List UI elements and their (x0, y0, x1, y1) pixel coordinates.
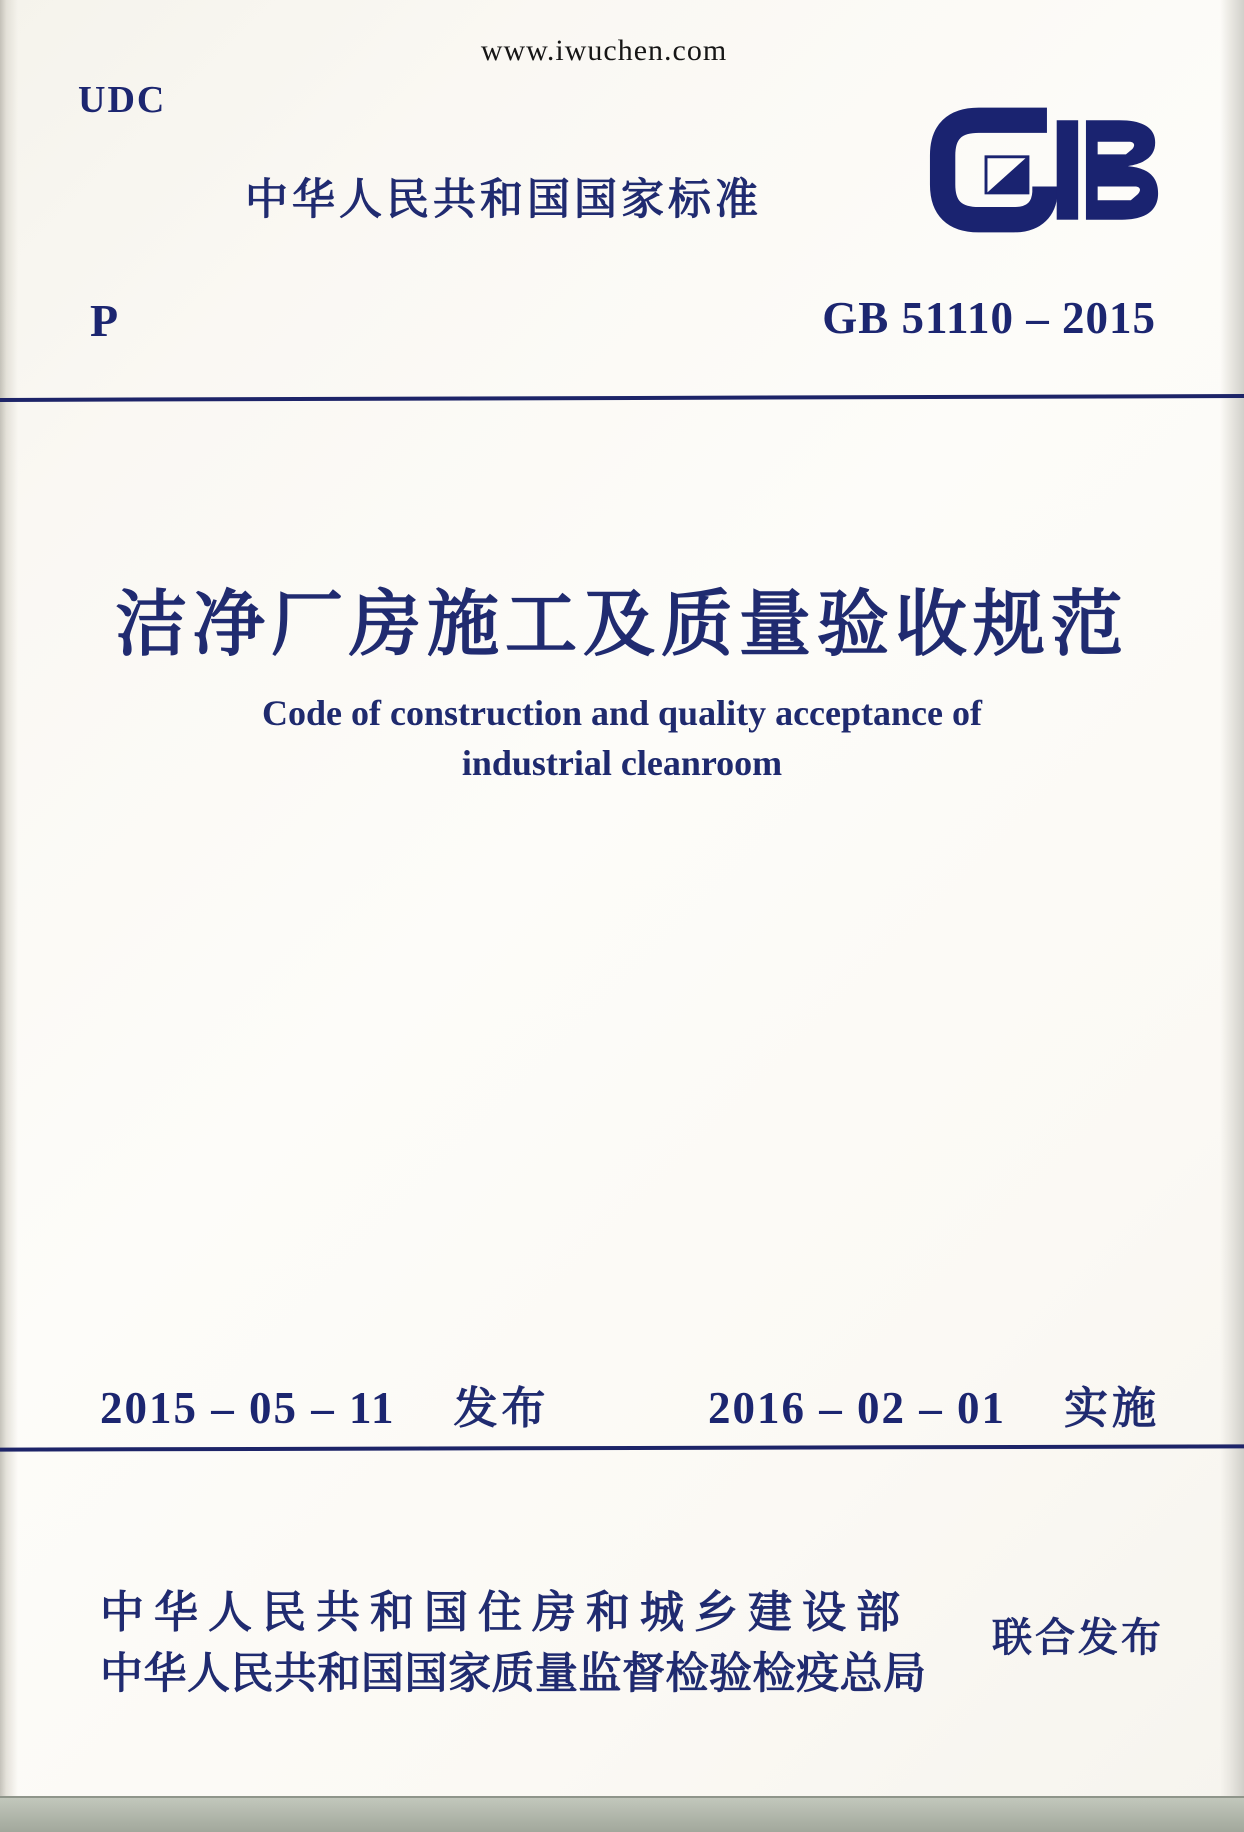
publisher-line1: 中华人民共和国住房和城乡建设部 (100, 1588, 910, 1637)
scan-edge-left (0, 0, 18, 1832)
scan-edge-bottom (0, 1796, 1244, 1832)
implement-date-group (708, 1372, 1160, 1436)
title-english-line1: Code of construction and quality acceptance of (262, 693, 982, 733)
issue-date: 2015 – 05 – 11 (100, 1383, 396, 1433)
publisher-line2: 中华人民共和国国家质量监督检验检疫总局 (100, 1650, 927, 1698)
divider-bottom (0, 1444, 1244, 1451)
scan-edge-right (1220, 0, 1244, 1832)
issue-label: 发布 (453, 1384, 550, 1433)
divider-top (0, 394, 1244, 402)
joint-publish-label: 联合发布 (992, 1616, 1164, 1660)
watermark-url: www.iwuchen.com (480, 34, 728, 67)
implement-label: 实施 (1064, 1384, 1160, 1433)
standard-code: GB 51110 – 2015 (822, 293, 1156, 343)
implement-date: 2016 – 02 – 01 (708, 1383, 1006, 1433)
title-english-line2: industrial cleanroom (461, 743, 783, 783)
gb-logo-icon (928, 104, 1162, 234)
udc-label: UDC (78, 79, 167, 121)
title-chinese: 洁净厂房施工及质量验收规范 (114, 581, 1129, 666)
issue-date-group (100, 1372, 550, 1436)
standard-name-cn: 中华人民共和国国家标准 (245, 176, 762, 224)
classification-letter: P (90, 295, 119, 346)
date-row (0, 1372, 1244, 1433)
